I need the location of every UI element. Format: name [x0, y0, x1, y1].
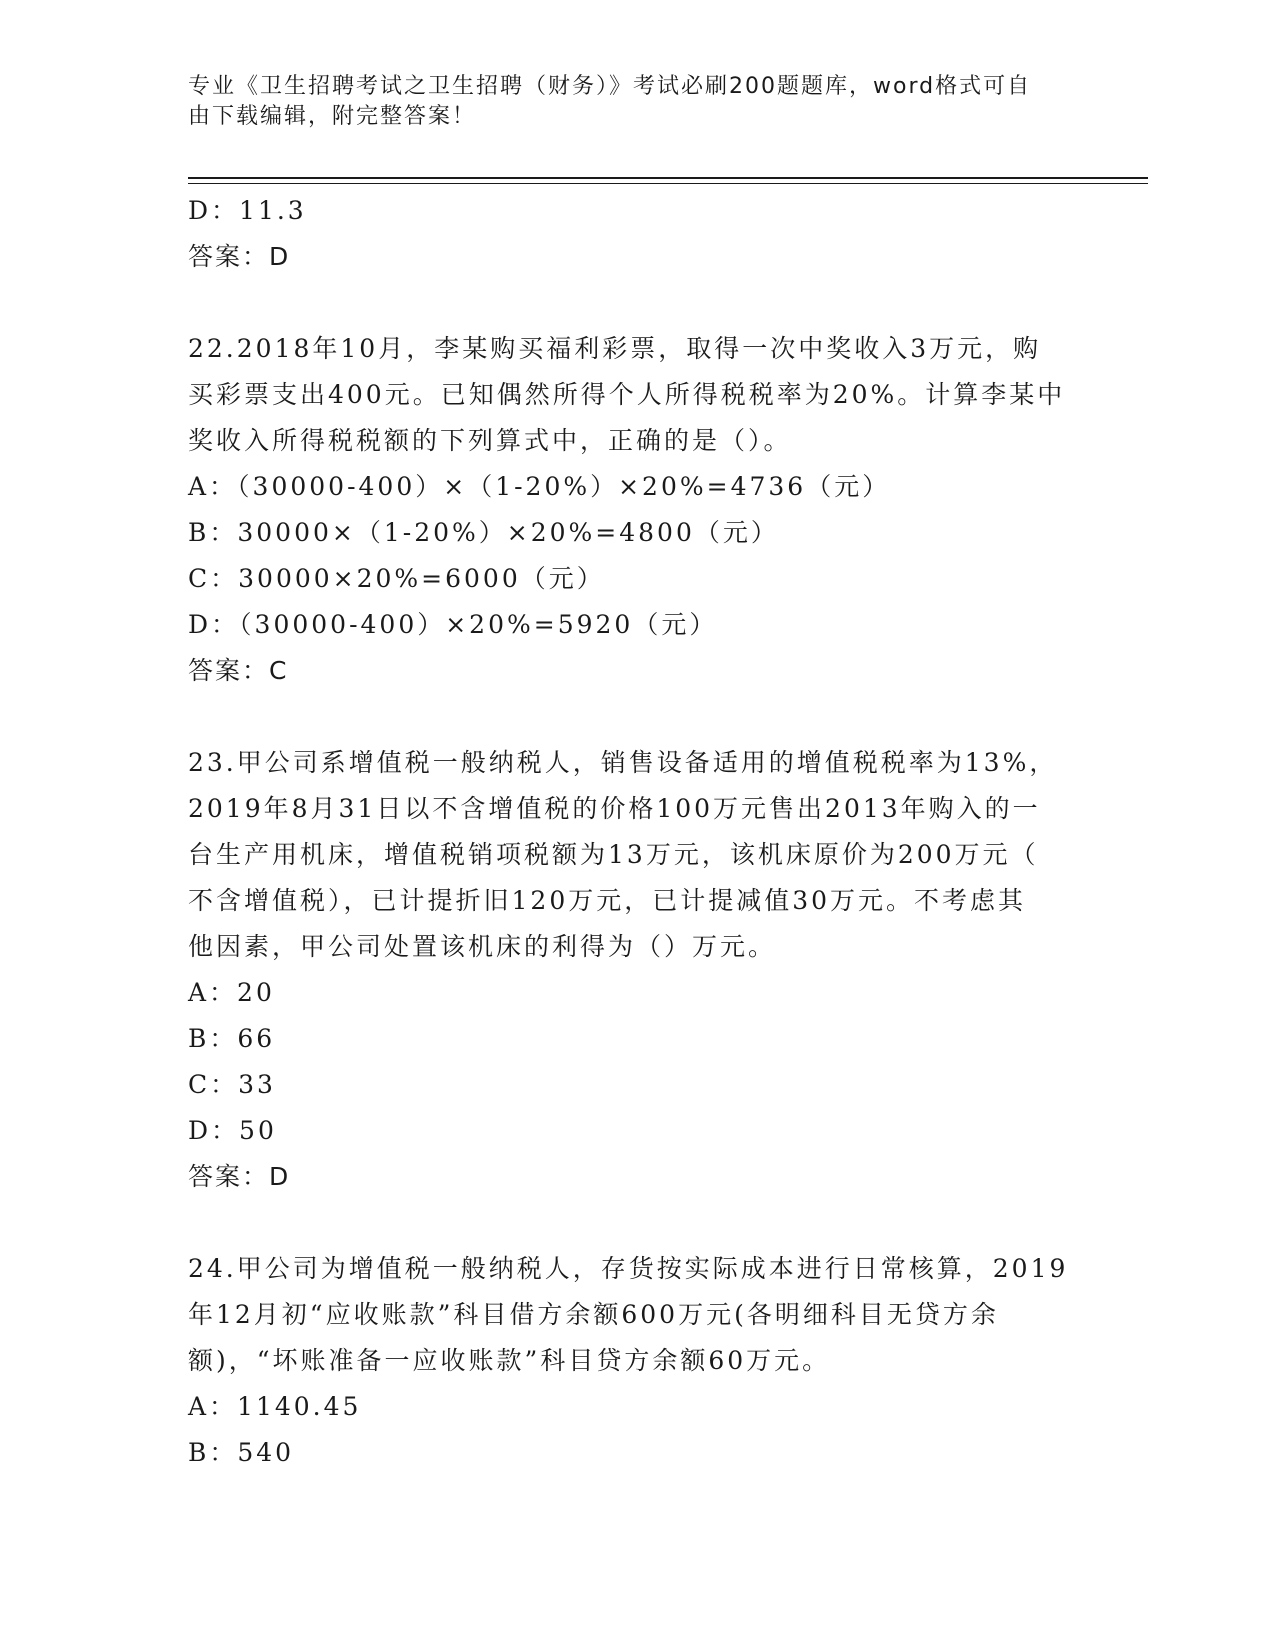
question-text-line: 23.甲公司系增值税一般纳税人，销售设备适用的增值税税率为13%，	[188, 748, 1058, 777]
question-text-line: 2019年8月31日以不含增值税的价格100万元售出2013年购入的一	[188, 794, 1041, 823]
header-divider	[188, 177, 1148, 179]
option-b: B：540	[188, 1438, 295, 1467]
option-c: C：30000×20%=6000（元）	[188, 564, 605, 593]
question-text-line: 台生产用机床，增值税销项税额为13万元，该机床原价为200万元（	[188, 840, 1039, 869]
question-text-line: 24.甲公司为增值税一般纳税人，存货按实际成本进行日常核算，2019	[188, 1254, 1069, 1283]
page-header	[188, 72, 1068, 132]
option-c: C：33	[188, 1070, 276, 1099]
option-b: B：30000×（1-20%）×20%=4800（元）	[188, 518, 779, 547]
option-a: A：（30000-400）×（1-20%）×20%=4736（元）	[188, 472, 891, 501]
option-a: A：20	[188, 978, 275, 1007]
question-24	[188, 1246, 1088, 1476]
question-text-line: 年12月初“应收账款”科目借方余额600万元(各明细科目无贷方余	[188, 1300, 999, 1329]
option-d: D：11.3	[188, 196, 307, 225]
question-text	[188, 326, 1088, 464]
question-23	[188, 740, 1088, 1200]
header-line-2: 由下载编辑，附完整答案！	[188, 104, 477, 129]
option-a: A：1140.45	[188, 1392, 362, 1421]
question-text-line: 买彩票支出400元。已知偶然所得个人所得税税率为20%。计算李某中	[188, 380, 1066, 409]
question-text-line: 他因素，甲公司处置该机床的利得为（）万元。	[188, 932, 777, 961]
answer-line: 答案：C	[188, 656, 289, 685]
option-d: D：（30000-400）×20%=5920（元）	[188, 610, 718, 639]
question-text	[188, 740, 1088, 970]
option-b: B：66	[188, 1024, 276, 1053]
question-text-line: 额)，“坏账准备一应收账款”科目贷方余额60万元。	[188, 1346, 831, 1375]
document-body	[188, 188, 1088, 1476]
question-text-line: 不含增值税），已计提折旧120万元，已计提减值30万元。不考虑其	[188, 886, 1027, 915]
question-text-line: 奖收入所得税税额的下列算式中，正确的是（）。	[188, 426, 792, 455]
header-divider-thin	[188, 183, 1148, 184]
answer-line: 答案：D	[188, 1162, 291, 1191]
question-text-line: 22.2018年10月，李某购买福利彩票，取得一次中奖收入3万元，购	[188, 334, 1042, 363]
question-22	[188, 326, 1088, 694]
option-d: D：50	[188, 1116, 277, 1145]
question-text	[188, 1246, 1088, 1384]
previous-question-tail	[188, 188, 1088, 280]
header-line-1: 专业《卫生招聘考试之卫生招聘（财务）》考试必刷200题题库，word格式可自	[188, 74, 1032, 99]
answer-line: 答案：D	[188, 242, 291, 271]
